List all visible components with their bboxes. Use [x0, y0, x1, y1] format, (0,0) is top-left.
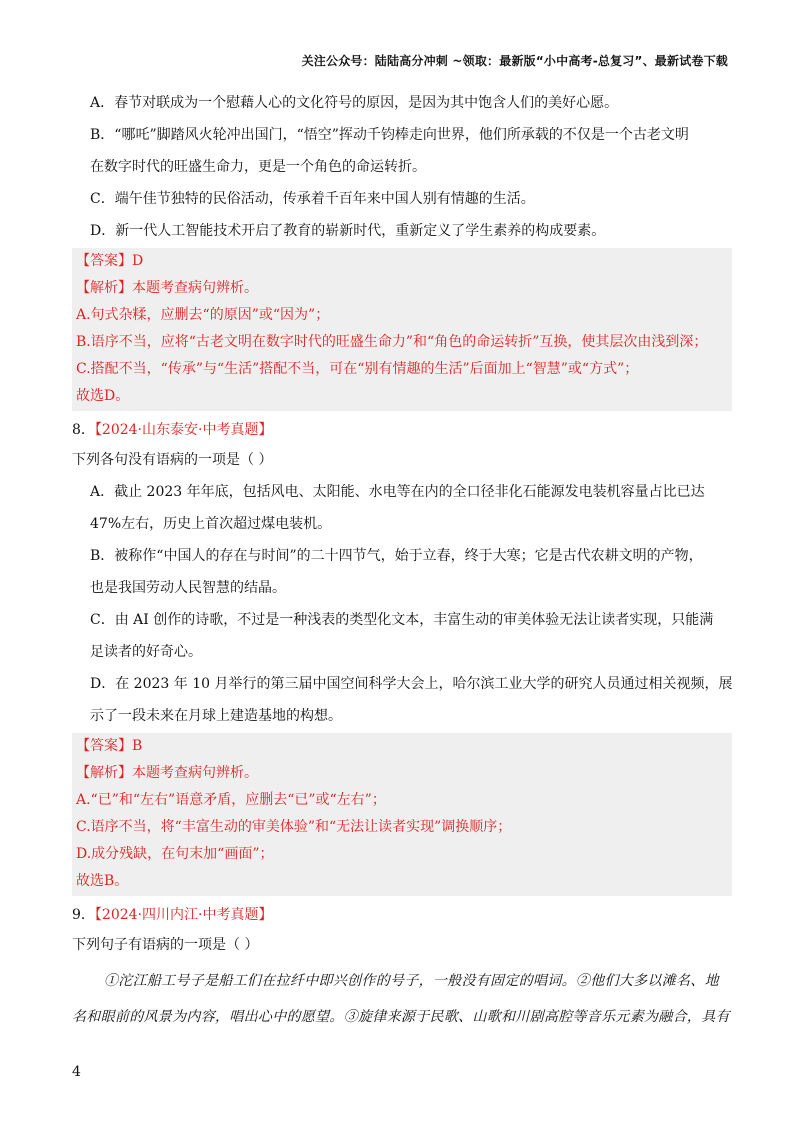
q9-number: 9．	[72, 907, 95, 923]
q9-passage-line-1: ①沱江船工号子是船工们在拉纤中即兴创作的号子，一般没有固定的唱词。②他们大多以滩名、地	[104, 973, 719, 989]
q9-source-tag: 【2024·四川内江·中考真题】	[94, 907, 273, 923]
q9-passage-line-2: 名和眼前的风景为内容，唱出心中的愿望。③旋律来源于民歌、山歌和川剧高腔等音乐元素为融合，具有	[72, 1009, 730, 1025]
q7-option-c: C．端午佳节独特的民俗活动，传承着千百年来中国人别有情趣的生活。	[90, 191, 535, 207]
q8-option-c: C．由 AI 创作的诗歌，不过是一种浅表的类型化文本，丰富生动的审美体验无法让读者实现，只能满	[90, 612, 714, 628]
q7-option-a: A．春节对联成为一个慰藉人心的文化符号的原因，是因为其中饱含人们的美好心愿。	[90, 95, 619, 111]
q7-option-d: D．新一代人工智能技术开启了教育的崭新时代，重新定义了学生素养的构成要素。	[90, 223, 606, 239]
q8-note-a: A.“已”和“左右”语意矛盾，应删去“已”或“左右”；	[76, 792, 386, 808]
analysis-text: 本题考查病句辨析。	[132, 280, 258, 296]
answer-value: D	[132, 253, 144, 269]
answer-label: 【答案】	[76, 253, 132, 269]
q8-option-b: B．被称作“中国人的存在与时间”的二十四节气，始于立春，终于大寒；它是古代农耕文明的产物，	[90, 548, 703, 564]
answer-label: 【答案】	[76, 738, 132, 754]
q7-note-c: C.搭配不当，“传承”与“生活”搭配不当，可在“别有情趣的生活”后面加上“智慧”或“方式”；	[76, 361, 639, 377]
q8-option-d-cont: 示了一段未来在月球上建造基地的构想。	[90, 708, 342, 724]
q8-source-tag: 【2024·山东泰安·中考真题】	[94, 422, 273, 438]
page-number: 4	[72, 1064, 81, 1080]
q7-note-a: A.句式杂糅，应删去“的原因”或“因为”；	[76, 307, 330, 323]
q9-heading	[72, 906, 732, 924]
q7-option-b-cont: 在数字时代的旺盛生命力，更是一个角色的命运转折。	[90, 159, 426, 175]
q7-answer	[76, 252, 728, 270]
q9-stem: 下列句子有语病的一项是（ ）	[72, 937, 259, 953]
q8-note-c: C.语序不当，将“丰富生动的审美体验”和“无法让读者实现”调换顺序；	[76, 819, 512, 835]
q8-analysis	[76, 764, 728, 782]
q8-heading	[72, 421, 732, 439]
q8-answer	[76, 737, 728, 755]
q8-option-d: D．在 2023 年 10 月举行的第三届中国空间科学大会上，哈尔滨工业大学的研究人员通过相关视频，展	[90, 676, 733, 692]
q8-conclusion: 故选B。	[76, 873, 129, 889]
page-content	[72, 94, 732, 1044]
analysis-label: 【解析】	[76, 280, 132, 296]
page-header: 关注公众号：陆陆高分冲刺 ~领取：最新版“小中高考-总复习”、最新试卷下载	[301, 54, 728, 68]
q8-option-a-cont: 47%左右，历史上首次超过煤电装机。	[90, 516, 332, 532]
q8-number: 8．	[72, 422, 95, 438]
q7-conclusion: 故选D。	[76, 388, 130, 404]
q8-stem: 下列各句没有语病的一项是（ ）	[72, 452, 273, 468]
q8-answer-box	[72, 733, 732, 896]
q7-analysis	[76, 279, 728, 297]
answer-value: B	[132, 738, 143, 754]
q7-answer-box	[72, 248, 732, 411]
q8-option-b-cont: 也是我国劳动人民智慧的结晶。	[90, 580, 286, 596]
q8-option-c-cont: 足读者的好奇心。	[90, 644, 202, 660]
q7-option-b: B．“哪吒”脚踏风火轮冲出国门，“悟空”挥动千钧棒走向世界，他们所承载的不仅是一个古老文明	[90, 127, 689, 143]
analysis-label: 【解析】	[76, 765, 132, 781]
analysis-text: 本题考查病句辨析。	[132, 765, 258, 781]
q7-note-b: B.语序不当，应将“古老文明在数字时代的旺盛生命力”和“角色的命运转折”互换，使其层次由浅到深；	[76, 334, 708, 350]
q8-option-a: A．截止 2023 年年底，包括风电、太阳能、水电等在内的全口径非化石能源发电装机容量占比已达	[90, 484, 705, 500]
q8-note-d: D.成分残缺，在句末加“画面”；	[76, 846, 274, 862]
